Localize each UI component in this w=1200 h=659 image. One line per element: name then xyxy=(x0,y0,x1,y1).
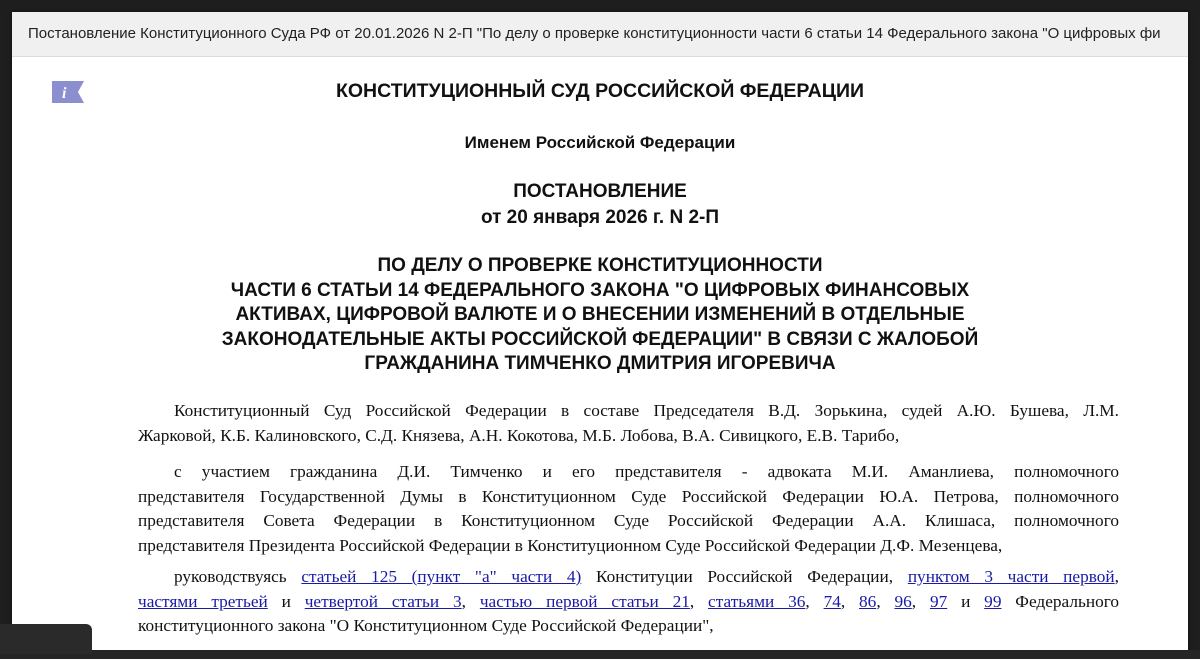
paragraph-participants xyxy=(138,460,1119,558)
link-article-99[interactable]: 99 xyxy=(984,591,1002,611)
link-article-97[interactable]: 97 xyxy=(929,591,948,611)
link-article-21-part-1[interactable]: частью первой статьи 21 xyxy=(479,591,690,611)
link-article-96[interactable]: 96 xyxy=(894,591,912,611)
taskbar-strip xyxy=(0,650,1200,659)
title-bar xyxy=(12,12,1188,57)
text: и xyxy=(267,591,305,611)
case-title-line: АКТИВАХ, ЦИФРОВОЙ ВАЛЮТЕ И О ВНЕСЕНИИ ИЗМЕНЕНИЙ В ОТДЕЛЬНЫЕ xyxy=(235,304,965,325)
document-type: ПОСТАНОВЛЕНИЕ xyxy=(513,181,687,202)
in-the-name-line: Именем Российской Федерации xyxy=(464,133,736,152)
text: , xyxy=(911,591,930,611)
link-parts-3[interactable]: частями третьей xyxy=(138,591,268,611)
paragraph-line xyxy=(138,565,1119,590)
case-title-line: ЗАКОНОДАТЕЛЬНЫЕ АКТЫ РОССИЙСКОЙ ФЕДЕРАЦИИ" В СВЯЗИ С ЖАЛОБОЙ xyxy=(221,328,979,350)
window-title: Постановление Конституционного Суда РФ от 20.01.2026 N 2-П "По делу о проверке конституционности части 6 статьи 14 Федерального закона "О цифровых фи xyxy=(28,25,1161,42)
text: , xyxy=(840,591,860,611)
text: Федерального xyxy=(1001,591,1120,611)
paragraph-line: Конституционный Суд Российской Федерации в составе Председателя В.Д. Зорькина, судей А.Ю. Бушева, Л.М. xyxy=(174,401,1119,420)
case-title-line: ПО ДЕЛУ О ПРОВЕРКЕ КОНСТИТУЦИОННОСТИ xyxy=(377,255,823,276)
text: , xyxy=(689,591,709,611)
document-window xyxy=(12,12,1188,659)
court-name: КОНСТИТУЦИОННЫЙ СУД РОССИЙСКОЙ ФЕДЕРАЦИИ xyxy=(335,80,864,102)
paragraph-line xyxy=(138,590,1119,615)
text: , xyxy=(876,591,895,611)
link-article-36[interactable]: статьями 36 xyxy=(708,591,806,611)
document-date: от 20 января 2026 г. N 2-П xyxy=(480,207,720,228)
paragraph-line: с участием гражданина Д.И. Тимченко и его представителя - адвоката М.И. Аманлиева, полномочного xyxy=(174,462,1119,481)
bottom-panel-tab xyxy=(0,624,92,654)
text: , xyxy=(805,591,824,611)
paragraph-line: конституционного закона "О Конституционном Суде Российской Федерации", xyxy=(138,616,714,635)
text: руководствуясь xyxy=(174,567,302,586)
link-article-125[interactable]: статьей 125 (пункт "а" части 4) xyxy=(301,567,582,586)
paragraph-legal-basis xyxy=(138,565,1119,639)
text: и xyxy=(947,591,985,611)
paragraph-line: представителя Государственной Думы в Конституционном Суде Российской Федерации Ю.А. Петрова, полномочного xyxy=(138,486,1119,506)
paragraph-line: представителя Президента Российской Федерации в Конституционном Суде Российской Федерации Д.Ф. Мезенцева, xyxy=(138,535,1003,555)
case-title-line: ГРАЖДАНИНА ТИМЧЕНКО ДМИТРИЯ ИГОРЕВИЧА xyxy=(364,353,836,374)
link-article-74[interactable]: 74 xyxy=(823,591,841,611)
paragraph-court-composition xyxy=(138,399,1119,448)
case-title xyxy=(12,254,1188,377)
link-article-86[interactable]: 86 xyxy=(859,591,877,611)
paragraph-line: Жарковой, К.Б. Калиновского, С.Д. Князева, А.Н. Кокотова, М.Б. Лобова, В.А. Сивицкого, Е.В. Тарибо, xyxy=(138,425,900,445)
text: Конституции Российской Федерации, xyxy=(581,567,908,586)
link-point-3-part-1[interactable]: пунктом 3 части первой xyxy=(907,567,1115,586)
text: , xyxy=(1114,567,1119,586)
link-article-3-part-4[interactable]: четвертой статьи 3 xyxy=(304,591,462,611)
document-body xyxy=(12,57,1188,659)
svg-text:i: i xyxy=(62,85,67,102)
text: , xyxy=(461,591,480,611)
paragraph-line: представителя Совета Федерации в Конституционном Суде Российской Федерации А.А. Клишаса, полномочного xyxy=(138,511,1119,530)
case-title-line: ЧАСТИ 6 СТАТЬИ 14 ФЕДЕРАЛЬНОГО ЗАКОНА "О ЦИФРОВЫХ ФИНАНСОВЫХ xyxy=(230,279,970,301)
